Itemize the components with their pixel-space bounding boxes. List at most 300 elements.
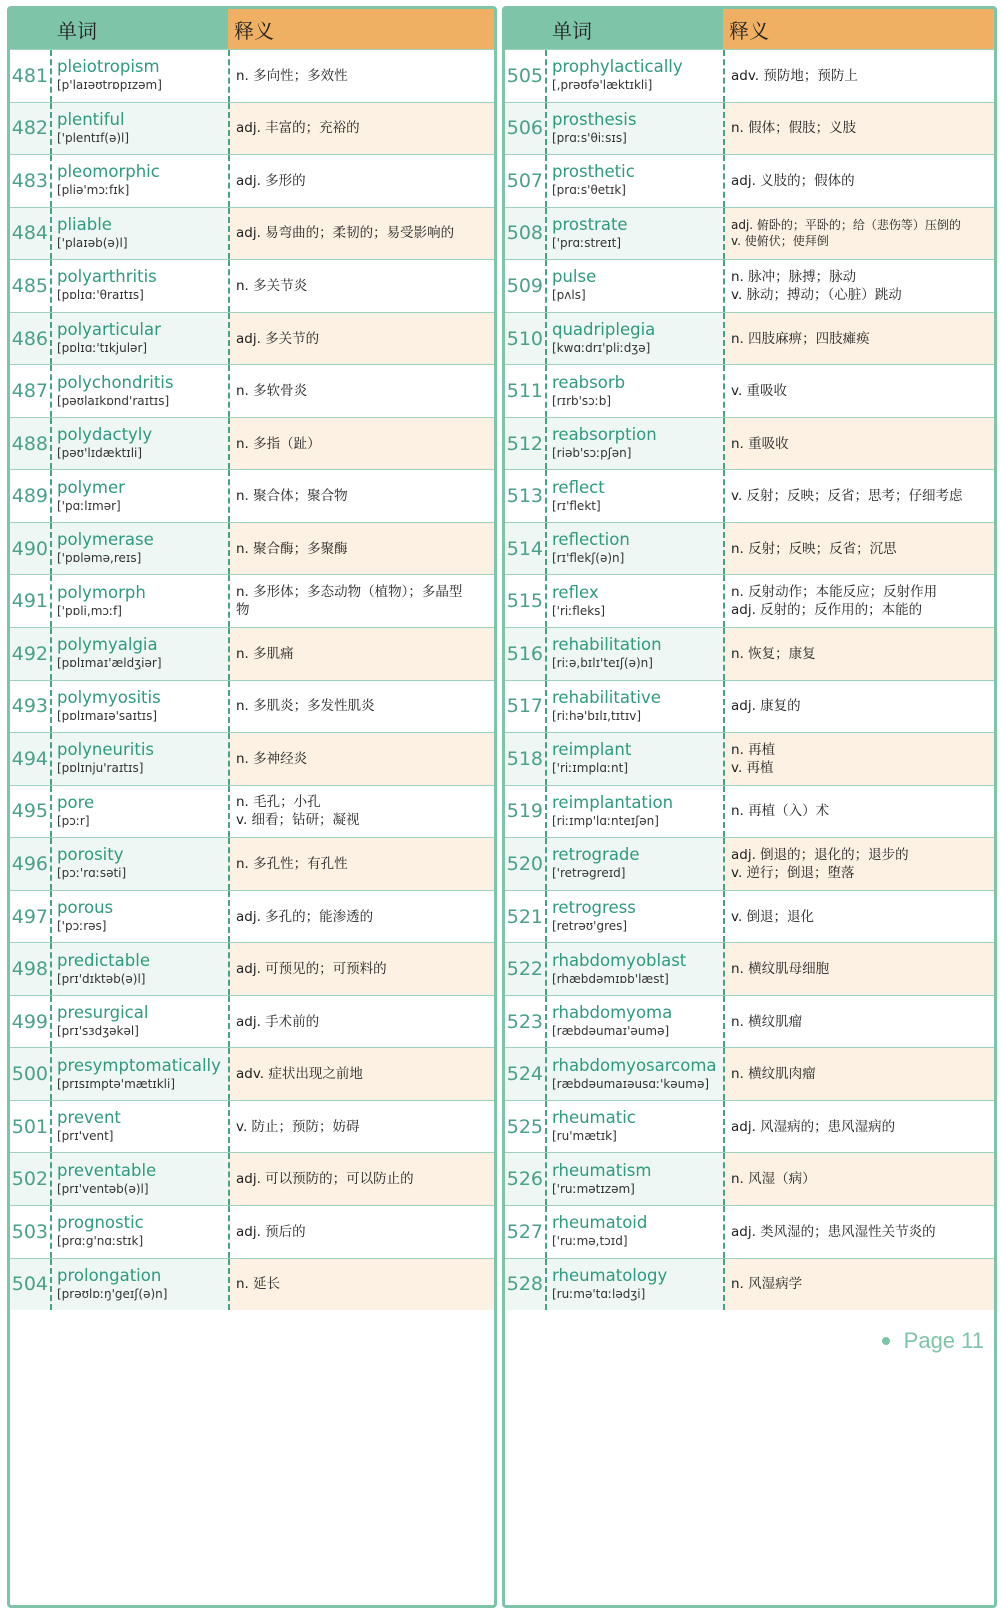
definition-line: n. 再植（入）术 (731, 803, 830, 820)
definition-cell (723, 1101, 994, 1153)
definition-cell (723, 681, 994, 733)
definition-line: adj. 义肢的；假体的 (731, 172, 855, 189)
word-cell (545, 786, 723, 838)
table-row (10, 154, 494, 207)
definition-cell (228, 313, 494, 365)
table-row (505, 102, 994, 155)
definition-line: n. 聚合酶；多聚酶 (236, 540, 348, 557)
definition-line: n. 多肌痛 (236, 645, 294, 662)
word-text: polyarthritis (57, 267, 157, 287)
definition-cell (228, 1101, 494, 1153)
phonetic-text: [pɒlɪmaɪə'saɪtɪs] (57, 708, 158, 723)
definition-line: n. 多神经炎 (236, 750, 308, 767)
definition-line: v. 细看；钻研；凝视 (236, 812, 360, 829)
header-meaning: 释义 (234, 18, 274, 43)
word-text: reflect (552, 477, 605, 497)
phonetic-text: [prɪ'dɪktəb(ə)l] (57, 971, 146, 986)
definition-line: n. 多指（趾） (236, 435, 321, 452)
definition-line: n. 四肢麻痹；四肢瘫痪 (731, 330, 870, 347)
phonetic-text: [rhæbdəmɪɒb'læst] (552, 971, 669, 986)
row-number: 515 (506, 590, 543, 613)
phonetic-text: [ruːmə'tɑːlədʒi] (552, 1286, 646, 1301)
word-text: prevent (57, 1108, 121, 1128)
word-cell (50, 155, 228, 207)
definition-cell (723, 891, 994, 943)
vocab-table-left (7, 6, 497, 1608)
table-row (505, 1047, 994, 1100)
row-number: 521 (506, 905, 543, 928)
word-cell (545, 891, 723, 943)
word-text: prostrate (552, 214, 628, 234)
definition-cell (723, 786, 994, 838)
definition-line: n. 脉冲；脉搏；脉动 (731, 268, 857, 285)
definition-line: adj. 多形的 (236, 172, 306, 189)
definition-line: n. 横纹肌肉瘤 (731, 1066, 816, 1083)
word-cell (50, 838, 228, 890)
row-number: 520 (505, 838, 545, 890)
word-cell (50, 1101, 228, 1153)
table-row (505, 259, 994, 312)
word-text: rhabdomyoma (552, 1003, 673, 1023)
word-text: rehabilitative (552, 687, 661, 707)
word-text: presurgical (57, 1003, 149, 1023)
definition-cell (228, 50, 494, 102)
row-number: 506 (505, 103, 545, 155)
definition-cell (723, 208, 994, 260)
row-number: 503 (11, 1220, 48, 1243)
word-cell (50, 523, 228, 575)
word-cell (545, 155, 723, 207)
word-cell (50, 943, 228, 995)
row-number: 527 (506, 1220, 543, 1243)
table-row (10, 49, 494, 102)
word-cell (50, 1206, 228, 1258)
row-number: 488 (10, 418, 50, 470)
definition-cell (723, 523, 994, 575)
definition-line: n. 聚合体；聚合物 (236, 488, 348, 505)
word-cell (50, 208, 228, 260)
definition-cell (228, 891, 494, 943)
definition-cell (723, 575, 994, 627)
definition-line: v. 防止；预防；妨碍 (236, 1118, 360, 1135)
word-cell (50, 1153, 228, 1205)
word-cell (545, 313, 723, 365)
definition-cell (228, 1153, 494, 1205)
row-number: 493 (11, 695, 48, 718)
row-number: 485 (11, 274, 48, 297)
table-row (10, 785, 494, 838)
definition-cell (228, 470, 494, 522)
definition-cell (228, 681, 494, 733)
definition-line: adj. 多关节的 (236, 330, 320, 347)
phonetic-text: [p'laɪəʊtrɒpɪzəm] (57, 78, 162, 93)
table-row (10, 207, 494, 260)
definition-cell (723, 838, 994, 890)
word-text: rheumatoid (552, 1213, 648, 1233)
phonetic-text: [rɪ'flekʃ(ə)n] (552, 551, 625, 566)
phonetic-text: ['retrəgreɪd] (552, 866, 626, 881)
phonetic-text: [prɪsɪmptə'mætɪkli] (57, 1076, 176, 1091)
word-text: reflex (552, 582, 599, 602)
word-cell (545, 1206, 723, 1258)
phonetic-text: ['plentɪf(ə)l] (57, 130, 130, 145)
definition-line: n. 多关节炎 (236, 277, 308, 294)
word-text: reimplant (552, 740, 632, 760)
definition-cell (228, 365, 494, 417)
definition-cell (228, 1048, 494, 1100)
phonetic-text: [pɒlɪnju'raɪtɪs] (57, 761, 144, 776)
definition-line: n. 毛孔；小孔 (236, 794, 321, 811)
definition-line: adj. 倒退的；退化的；退步的 (731, 846, 909, 863)
table-row (505, 995, 994, 1048)
word-cell (545, 103, 723, 155)
table-row (505, 469, 994, 522)
phonetic-text: ['ruːmətɪzəm] (552, 1181, 635, 1196)
table-row (505, 1258, 994, 1311)
table-row (505, 1152, 994, 1205)
definition-line: n. 延长 (236, 1276, 281, 1293)
phonetic-text: [pɔː'rɑːsəti] (57, 866, 127, 881)
definition-line: adv. 预防地；预防上 (731, 67, 858, 84)
word-text: porous (57, 898, 114, 918)
header-word: 单词 (57, 18, 97, 43)
row-number: 489 (11, 485, 48, 508)
word-text: polychondritis (57, 372, 174, 392)
phonetic-text: ['riːɪmplɑːnt] (552, 761, 629, 776)
table-row (10, 469, 494, 522)
word-cell (545, 1153, 723, 1205)
table-row (505, 1205, 994, 1258)
phonetic-text: [pɔːr] (57, 813, 90, 828)
row-number: 500 (10, 1048, 50, 1100)
word-cell (50, 1259, 228, 1311)
word-text: reimplantation (552, 792, 674, 812)
word-cell (545, 470, 723, 522)
word-text: polymerase (57, 530, 154, 550)
word-cell (545, 208, 723, 260)
phonetic-text: ['pɑːlɪmər] (57, 498, 121, 513)
phonetic-text: [prɑːs'θiːsɪs] (552, 130, 627, 145)
word-text: rhabdomyoblast (552, 950, 687, 970)
table-row (10, 1047, 494, 1100)
row-number: 516 (505, 628, 545, 680)
phonetic-text: [pɒlɪmaɪ'ældʒiər] (57, 656, 162, 671)
word-text: rheumatology (552, 1265, 668, 1285)
phonetic-text: ['pɒləmə,reɪs] (57, 551, 142, 566)
table-row (505, 364, 994, 417)
word-text: prolongation (57, 1265, 162, 1285)
table-row (505, 1100, 994, 1153)
table-row (10, 312, 494, 365)
definition-cell (723, 155, 994, 207)
phonetic-text: ['pɒli,mɔːf] (57, 603, 122, 618)
definition-cell (723, 50, 994, 102)
word-cell (50, 365, 228, 417)
row-number: 518 (505, 733, 545, 785)
word-text: rheumatism (552, 1160, 652, 1180)
table-row (10, 942, 494, 995)
table-row (10, 102, 494, 155)
word-cell (545, 996, 723, 1048)
phonetic-text: [prɪ'vent] (57, 1129, 114, 1144)
definition-line: adv. 症状出现之前地 (236, 1066, 363, 1083)
row-number: 513 (506, 485, 543, 508)
definition-cell (228, 418, 494, 470)
definition-cell (723, 996, 994, 1048)
phonetic-text: [pliə'mɔːfɪk] (57, 183, 130, 198)
phonetic-text: [prɑːg'nɑːstɪk] (57, 1234, 144, 1249)
word-text: preventable (57, 1160, 157, 1180)
word-cell (50, 575, 228, 627)
row-number: 499 (11, 1010, 48, 1033)
word-cell (50, 103, 228, 155)
definition-line: n. 反射；反映；反省；沉思 (731, 540, 897, 557)
definition-cell (228, 155, 494, 207)
row-number: 494 (10, 733, 50, 785)
word-cell (545, 943, 723, 995)
word-text: predictable (57, 950, 150, 970)
table-row (10, 1152, 494, 1205)
row-number: 510 (505, 313, 545, 365)
word-text: quadriplegia (552, 320, 656, 339)
table-row (505, 312, 994, 365)
definition-cell (228, 996, 494, 1048)
word-text: retrograde (552, 845, 640, 865)
definition-cell (228, 1259, 494, 1311)
definition-line: adj. 反射的；反作用的；本能的 (731, 602, 923, 619)
bullet-icon (882, 1337, 890, 1345)
word-cell (545, 681, 723, 733)
row-number: 498 (10, 943, 50, 995)
definition-cell (723, 1206, 994, 1258)
row-number: 497 (11, 905, 48, 928)
row-number: 501 (11, 1115, 48, 1138)
definition-cell (228, 733, 494, 785)
word-text: rhabdomyosarcoma (552, 1055, 717, 1075)
definition-line: n. 恢复；康复 (731, 645, 816, 662)
vocab-table-right (502, 6, 997, 1608)
header-word: 单词 (552, 18, 592, 43)
definition-line: n. 风湿病学 (731, 1276, 803, 1293)
definition-cell (723, 943, 994, 995)
row-number: 487 (11, 380, 48, 403)
definition-cell (723, 733, 994, 785)
definition-cell (228, 523, 494, 575)
word-cell (50, 628, 228, 680)
definition-line: adj. 丰富的；充裕的 (236, 120, 360, 137)
word-text: rehabilitation (552, 635, 662, 655)
phonetic-text: [pɒlɪɑː'θraɪtɪs] (57, 288, 144, 303)
phonetic-text: [pəʊlaɪkɒnd'raɪtɪs] (57, 393, 170, 408)
word-cell (50, 313, 228, 365)
definition-line: v. 重吸收 (731, 383, 788, 400)
phonetic-text: [prəʊlɒːŋ'geɪʃ(ə)n] (57, 1286, 168, 1301)
table-row (505, 154, 994, 207)
phonetic-text: [rɪ'flekt] (552, 498, 601, 513)
row-number: 522 (505, 943, 545, 995)
phonetic-text: [riːə,bɪlɪ'teɪʃ(ə)n] (552, 656, 653, 671)
phonetic-text: [rɪrb'sɔːb] (552, 393, 612, 408)
word-cell (545, 1101, 723, 1153)
row-number: 490 (10, 523, 50, 575)
word-text: prognostic (57, 1213, 144, 1233)
definition-line: n. 反射动作；本能反应；反射作用 (731, 584, 938, 601)
table-row (10, 259, 494, 312)
table-row (505, 890, 994, 943)
phonetic-text: ['prɑːstreɪt] (552, 235, 622, 250)
word-text: retrogress (552, 898, 636, 918)
definition-line: adj. 风湿病的；患风湿病的 (731, 1118, 896, 1135)
definition-cell (723, 313, 994, 365)
definition-line: v. 倒退；退化 (731, 908, 815, 925)
phonetic-text: [ræbdəumaɪəusɑː'kəumə] (552, 1076, 710, 1091)
definition-line: adj. 易弯曲的；柔韧的；易受影响的 (236, 225, 455, 242)
definition-cell (228, 208, 494, 260)
phonetic-text: [prɑːs'θetɪk] (552, 183, 626, 198)
table-row (10, 890, 494, 943)
word-cell (50, 891, 228, 943)
row-number: 512 (505, 418, 545, 470)
word-text: pore (57, 792, 95, 812)
word-cell (50, 470, 228, 522)
definition-line: n. 多向性；多效性 (236, 67, 348, 84)
definition-line: v. 再植 (731, 759, 774, 776)
definition-cell (723, 470, 994, 522)
table-row (505, 207, 994, 260)
row-number: 523 (506, 1010, 543, 1033)
definition-line: n. 多孔性；有孔性 (236, 855, 348, 872)
table-row (10, 732, 494, 785)
row-number: 519 (506, 800, 543, 823)
definition-cell (228, 260, 494, 312)
definition-line: n. 风湿（病） (731, 1171, 816, 1188)
word-text: porosity (57, 845, 124, 865)
definition-line: adj. 手术前的 (236, 1013, 320, 1030)
row-number: 502 (10, 1153, 50, 1205)
word-text: polyneuritis (57, 740, 155, 760)
word-text: plentiful (57, 109, 125, 129)
word-cell (545, 733, 723, 785)
phonetic-text: [riːhə'bɪlɪ,tɪtɪv] (552, 708, 642, 723)
word-text: prophylactically (552, 57, 683, 77)
word-cell (50, 50, 228, 102)
definition-line: v. 反射；反映；反省；思考；仔细考虑 (731, 488, 963, 505)
table-row (10, 627, 494, 680)
word-text: rheumatic (552, 1108, 636, 1128)
row-number: 495 (11, 800, 48, 823)
definition-line: n. 多形体；多态动物（植物）；多晶型 (236, 584, 463, 601)
phonetic-text: [pɒlɪɑː'tɪkjulər] (57, 341, 148, 355)
row-number: 483 (11, 169, 48, 192)
row-number: 509 (506, 274, 543, 297)
word-text: pleomorphic (57, 162, 160, 182)
row-number: 496 (10, 838, 50, 890)
word-text: polyarticular (57, 320, 161, 339)
row-number: 511 (506, 380, 543, 403)
definition-line: adj. 预后的 (236, 1223, 306, 1240)
word-text: pliable (57, 214, 112, 234)
definition-cell (228, 838, 494, 890)
definition-line: adj. 多孔的；能渗透的 (236, 908, 374, 925)
word-text: polymorph (57, 582, 146, 602)
phonetic-text: ['pɔːrəs] (57, 919, 107, 934)
row-number: 517 (506, 695, 543, 718)
table-row (10, 680, 494, 733)
definition-cell (723, 1259, 994, 1311)
table-row (505, 785, 994, 838)
row-number: 504 (10, 1259, 50, 1311)
table-row (505, 627, 994, 680)
definition-cell (723, 1048, 994, 1100)
table-row (10, 574, 494, 627)
phonetic-text: [pəʊ'lɪdæktɪli] (57, 446, 143, 461)
table-row (10, 995, 494, 1048)
word-text: polymyositis (57, 687, 161, 707)
word-cell (50, 681, 228, 733)
definition-cell (228, 103, 494, 155)
definition-cell (228, 1206, 494, 1258)
definition-line: v. 使俯伏；使拜倒 (731, 234, 829, 249)
table-row (505, 942, 994, 995)
table-header (10, 9, 494, 49)
phonetic-text: [prɪ'ventəb(ə)l] (57, 1181, 149, 1196)
phonetic-text: [prɪ'sɜdʒəkəl] (57, 1024, 139, 1039)
definition-cell (723, 628, 994, 680)
row-number: 528 (505, 1259, 545, 1311)
table-row (505, 680, 994, 733)
definition-line: adj. 类风湿的；患风湿性关节炎的 (731, 1223, 936, 1240)
row-number: 491 (11, 590, 48, 613)
definition-line: adj. 可预见的；可预料的 (236, 961, 387, 978)
phonetic-text: ['plaɪəb(ə)l] (57, 235, 128, 250)
definition-line: v. 脉动；搏动；（心脏）跳动 (731, 286, 902, 303)
row-number: 526 (505, 1153, 545, 1205)
phonetic-text: [kwɑːdrɪ'pliːdʒə] (552, 341, 651, 355)
row-number: 484 (10, 208, 50, 260)
definition-cell (723, 418, 994, 470)
word-cell (545, 628, 723, 680)
row-number: 507 (506, 169, 543, 192)
word-text: polymyalgia (57, 635, 158, 655)
word-cell (545, 575, 723, 627)
table-row (505, 49, 994, 102)
word-cell (545, 1259, 723, 1311)
row-number: 481 (11, 64, 48, 87)
definition-line: v. 逆行；倒退；堕落 (731, 864, 855, 881)
word-text: reabsorb (552, 372, 626, 392)
table-header (505, 9, 994, 49)
word-text: presymptomatically (57, 1055, 221, 1075)
word-cell (50, 418, 228, 470)
word-cell (50, 260, 228, 312)
phonetic-text: ['ruːmə,tɔɪd] (552, 1234, 628, 1249)
definition-cell (723, 1153, 994, 1205)
word-cell (50, 733, 228, 785)
table-row (505, 417, 994, 470)
row-number: 524 (505, 1048, 545, 1100)
table-row (505, 522, 994, 575)
phonetic-text: [ræbdəumaɪ'əumə] (552, 1024, 670, 1039)
definition-cell (723, 103, 994, 155)
word-text: pulse (552, 267, 597, 287)
phonetic-text: [,prəʊfə'læktɪkli] (552, 78, 653, 93)
word-cell (545, 523, 723, 575)
table-row (505, 574, 994, 627)
word-text: pleiotropism (57, 57, 160, 77)
definition-line: n. 横纹肌瘤 (731, 1013, 803, 1030)
table-row (10, 1205, 494, 1258)
page-number: Page 11 (903, 1328, 984, 1353)
